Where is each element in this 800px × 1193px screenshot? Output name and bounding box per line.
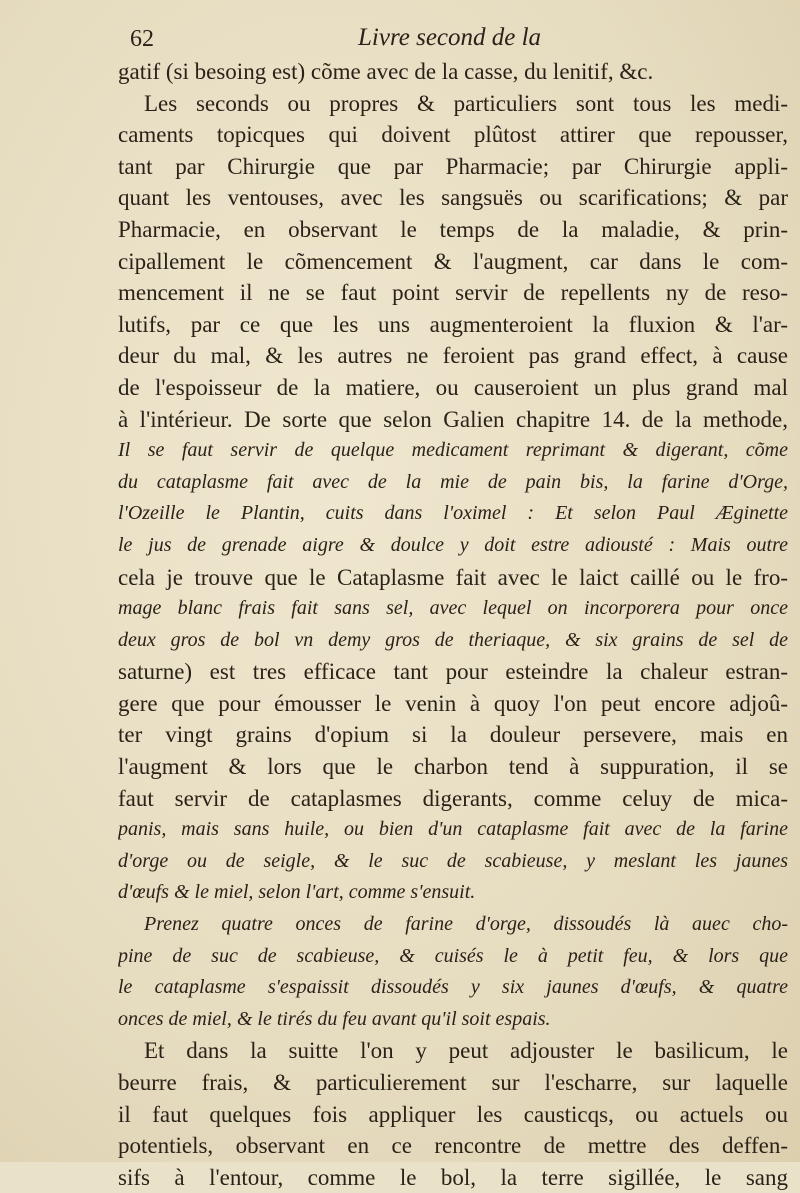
text-line: Les seconds ou propres & particuliers sont tous les medi- xyxy=(144,90,788,116)
text-line: lutifs, par ce que les uns augmenteroient la fluxion & l'ar- xyxy=(118,311,788,337)
text-line: à l'intérieur. De sorte que selon Galien chapitre 14. de la methode, xyxy=(118,406,788,432)
text-line: panis, mais sans huile, ou bien d'un cataplasme fait avec de la farine xyxy=(118,818,788,841)
text-line: gere que pour émousser le venin à quoy l'on peut encore adjoû- xyxy=(118,690,788,716)
text-line: Pharmacie, en observant le temps de la maladie, & prin- xyxy=(118,216,788,242)
text-line: Il se faut servir de quelque medicament reprimant & digerant, cõme xyxy=(118,439,788,462)
text-line: quant les ventouses, avec les sangsuës ou scarifications; & par xyxy=(118,185,788,211)
text-line: pine de suc de scabieuse, & cuisés le à petit feu, & lors que xyxy=(118,944,788,967)
text-line: tant par Chirurgie que par Pharmacie; par Chirurgie appli- xyxy=(118,153,788,179)
text-line: cipallement le cõmencement & l'augment, car dans le com- xyxy=(118,248,788,274)
text-line: beurre frais, & particulierement sur l'escharre, sur laquelle xyxy=(118,1070,788,1095)
text-line: du cataplasme fait avec de la mie de pain bis, la farine d'Orge, xyxy=(118,470,788,493)
body-text xyxy=(118,56,788,1193)
text-line: mencement il ne se faut point servir de repellents ny de reso- xyxy=(118,280,788,306)
text-line: le jus de grenade aigre & doulce y doit estre adiousté : Mais outre xyxy=(118,533,788,556)
text-line: saturne) est tres efficace tant pour esteindre la chaleur estran- xyxy=(118,659,788,685)
text-line: l'augment & lors que le charbon tend à suppuration, il se xyxy=(118,754,788,780)
text-line: d'orge ou de seigle, & le suc de scabieuse, y meslant les jaunes xyxy=(118,849,788,872)
page-number: 62 xyxy=(130,26,154,52)
text-line: d'œufs & le miel, selon l'art, comme s'ensuit. xyxy=(118,881,476,904)
text-line: mage blanc frais fait sans sel, avec lequel on incorporera pour once xyxy=(118,597,788,620)
text-line: onces de miel, & le tirés du feu avant qu'il soit espais. xyxy=(118,1007,551,1030)
text-line: gatif (si besoing est) cõme avec de la casse, du lenitif, &c. xyxy=(118,59,654,84)
page-header xyxy=(130,22,770,58)
text-line: sifs à l'entour, comme le bol, la terre sigillée, le sang xyxy=(118,1164,788,1190)
text-line: faut servir de cataplasmes digerants, comme celuy de mica- xyxy=(118,785,788,811)
text-line: deux gros de bol vn demy gros de theriaque, & six grains de sel de xyxy=(118,628,788,651)
text-line: l'Ozeille le Plantin, cuits dans l'oximel : Et selon Paul Æginette xyxy=(118,502,788,525)
text-line: cela je trouve que le Cataplasme fait avec le laict caillé ou le fro- xyxy=(118,564,788,590)
text-line: il faut quelques fois appliquer les causticqs, ou actuels ou xyxy=(118,1101,788,1127)
running-title: Livre second de la xyxy=(358,24,542,51)
text-line: potentiels, observant en ce rencontre de mettre des deffen- xyxy=(118,1133,788,1159)
text-line: Prenez quatre onces de farine d'orge, dissoudés là auec cho- xyxy=(144,913,788,936)
text-line: ter vingt grains d'opium si la douleur persevere, mais en xyxy=(118,722,788,748)
text-line: de l'espoisseur de la matiere, ou causeroient un plus grand mal xyxy=(118,374,788,400)
text-line: le cataplasme s'espaissit dissoudés y six jaunes d'œufs, & quatre xyxy=(118,976,788,999)
text-line: caments topicques qui doivent plûtost attirer que repousser, xyxy=(118,122,788,148)
text-line: deur du mal, & les autres ne feroient pas grand effect, à cause xyxy=(118,343,788,369)
text-line: Et dans la suitte l'on y peut adjouster le basilicum, le xyxy=(144,1038,788,1064)
